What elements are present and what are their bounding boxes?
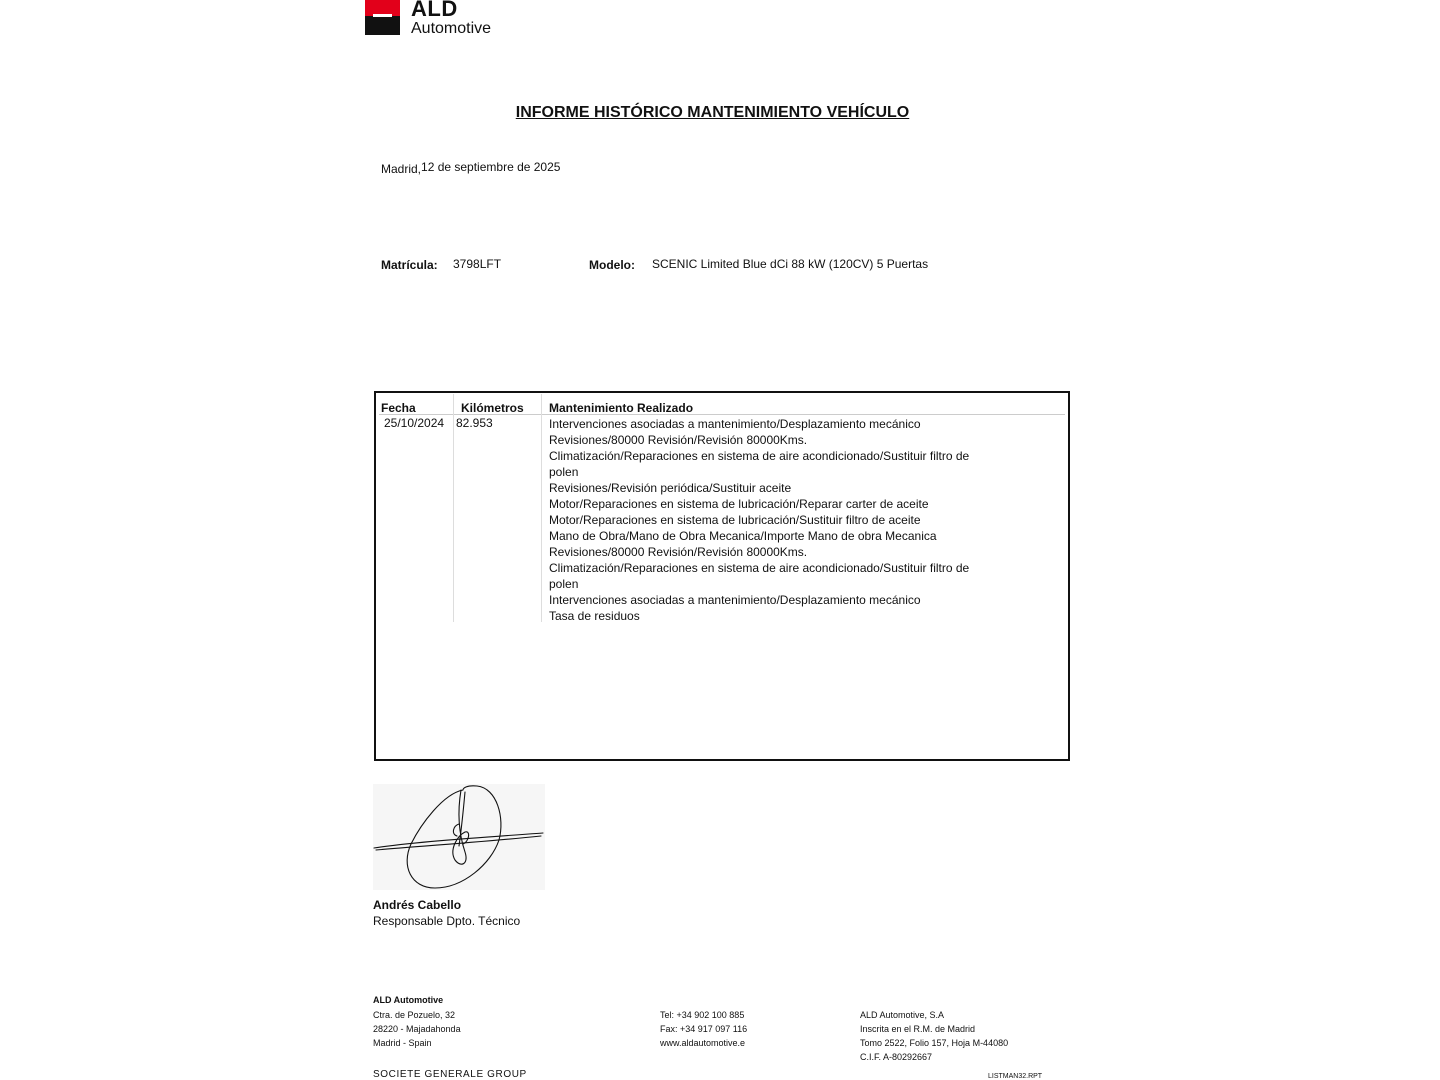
date-value: 12 de septiembre de 2025 bbox=[421, 160, 561, 174]
date-city: Madrid, bbox=[381, 162, 422, 176]
list-item: Revisiones/80000 Revisión/Revisión 80000Kms. bbox=[549, 433, 808, 447]
logo-text-ald: ALD bbox=[411, 0, 458, 21]
list-item: Motor/Reparaciones en sistema de lubricación/Sustituir filtro de aceite bbox=[549, 513, 921, 527]
document-title: INFORME HISTÓRICO MANTENIMIENTO VEHÍCULO bbox=[515, 104, 910, 121]
header-kilometros: Kilómetros bbox=[461, 401, 524, 415]
footer-legal-line: C.I.F. A-80292667 bbox=[860, 1052, 933, 1062]
row-km: 82.953 bbox=[456, 416, 493, 430]
list-item: Intervenciones asociadas a mantenimiento/Desplazamiento mecánico bbox=[549, 417, 921, 431]
list-item: Tasa de residuos bbox=[549, 609, 640, 623]
footer-address bbox=[373, 1008, 461, 1050]
model-value: SCENIC Limited Blue dCi 88 kW (120CV) 5 Puertas bbox=[652, 257, 929, 271]
list-item: Revisiones/Revisión periódica/Sustituir aceite bbox=[549, 481, 792, 495]
footer-contact bbox=[660, 1008, 747, 1050]
row-date: 25/10/2024 bbox=[384, 416, 445, 430]
footer-legal-line: Inscrita en el R.M. de Madrid bbox=[860, 1024, 976, 1034]
list-item: Mano de Obra/Mano de Obra Mecanica/Importe Mano de obra Mecanica bbox=[549, 529, 937, 543]
column-divider-1 bbox=[453, 394, 454, 622]
header-fecha: Fecha bbox=[381, 401, 416, 415]
list-item: Revisiones/80000 Revisión/Revisión 80000Kms. bbox=[549, 545, 808, 559]
plate-label: Matrícula: bbox=[381, 258, 438, 272]
plate-value: 3798LFT bbox=[453, 257, 502, 271]
date-line bbox=[381, 160, 560, 174]
header-mantenimiento: Mantenimiento Realizado bbox=[549, 401, 694, 415]
column-divider-2 bbox=[541, 394, 542, 622]
footer-website: www.aldautomotive.e bbox=[660, 1038, 746, 1048]
list-item: Motor/Reparaciones en sistema de lubricación/Reparar carter de aceite bbox=[549, 497, 929, 511]
footer-address-line: Madrid - Spain bbox=[373, 1038, 432, 1048]
report-code: LISTMAN32.RPT bbox=[988, 1073, 1043, 1080]
list-item: Intervenciones asociadas a mantenimiento/Desplazamiento mecánico bbox=[549, 593, 921, 607]
logo-text-automotive: Automotive bbox=[411, 20, 492, 37]
footer-legal bbox=[860, 1008, 1008, 1064]
signer-name: Andrés Cabello bbox=[373, 898, 462, 912]
footer-group: SOCIETE GENERALE GROUP bbox=[373, 1069, 527, 1080]
footer-address-line: 28220 - Majadahonda bbox=[373, 1024, 461, 1034]
footer-address-line: Ctra. de Pozuelo, 32 bbox=[373, 1010, 456, 1020]
footer-company: ALD Automotive bbox=[373, 995, 444, 1005]
footer-fax: Fax: +34 917 097 116 bbox=[660, 1024, 748, 1034]
list-item: Climatización/Reparaciones en sistema de aire acondicionado/Sustituir filtro de polen bbox=[549, 449, 973, 479]
footer-legal-line: ALD Automotive, S.A bbox=[860, 1010, 945, 1020]
ald-logo-mark bbox=[365, 0, 400, 35]
model-label: Modelo: bbox=[589, 258, 635, 272]
row-maintenance-list bbox=[549, 416, 989, 624]
signer-role: Responsable Dpto. Técnico bbox=[373, 914, 521, 928]
footer-phone: Tel: +34 902 100 885 bbox=[660, 1010, 745, 1020]
list-item: Climatización/Reparaciones en sistema de aire acondicionado/Sustituir filtro de polen bbox=[549, 561, 973, 591]
signature-scribble bbox=[373, 784, 545, 890]
footer-legal-line: Tomo 2522, Folio 157, Hoja M-44080 bbox=[860, 1038, 1009, 1048]
signature-image bbox=[373, 784, 545, 890]
